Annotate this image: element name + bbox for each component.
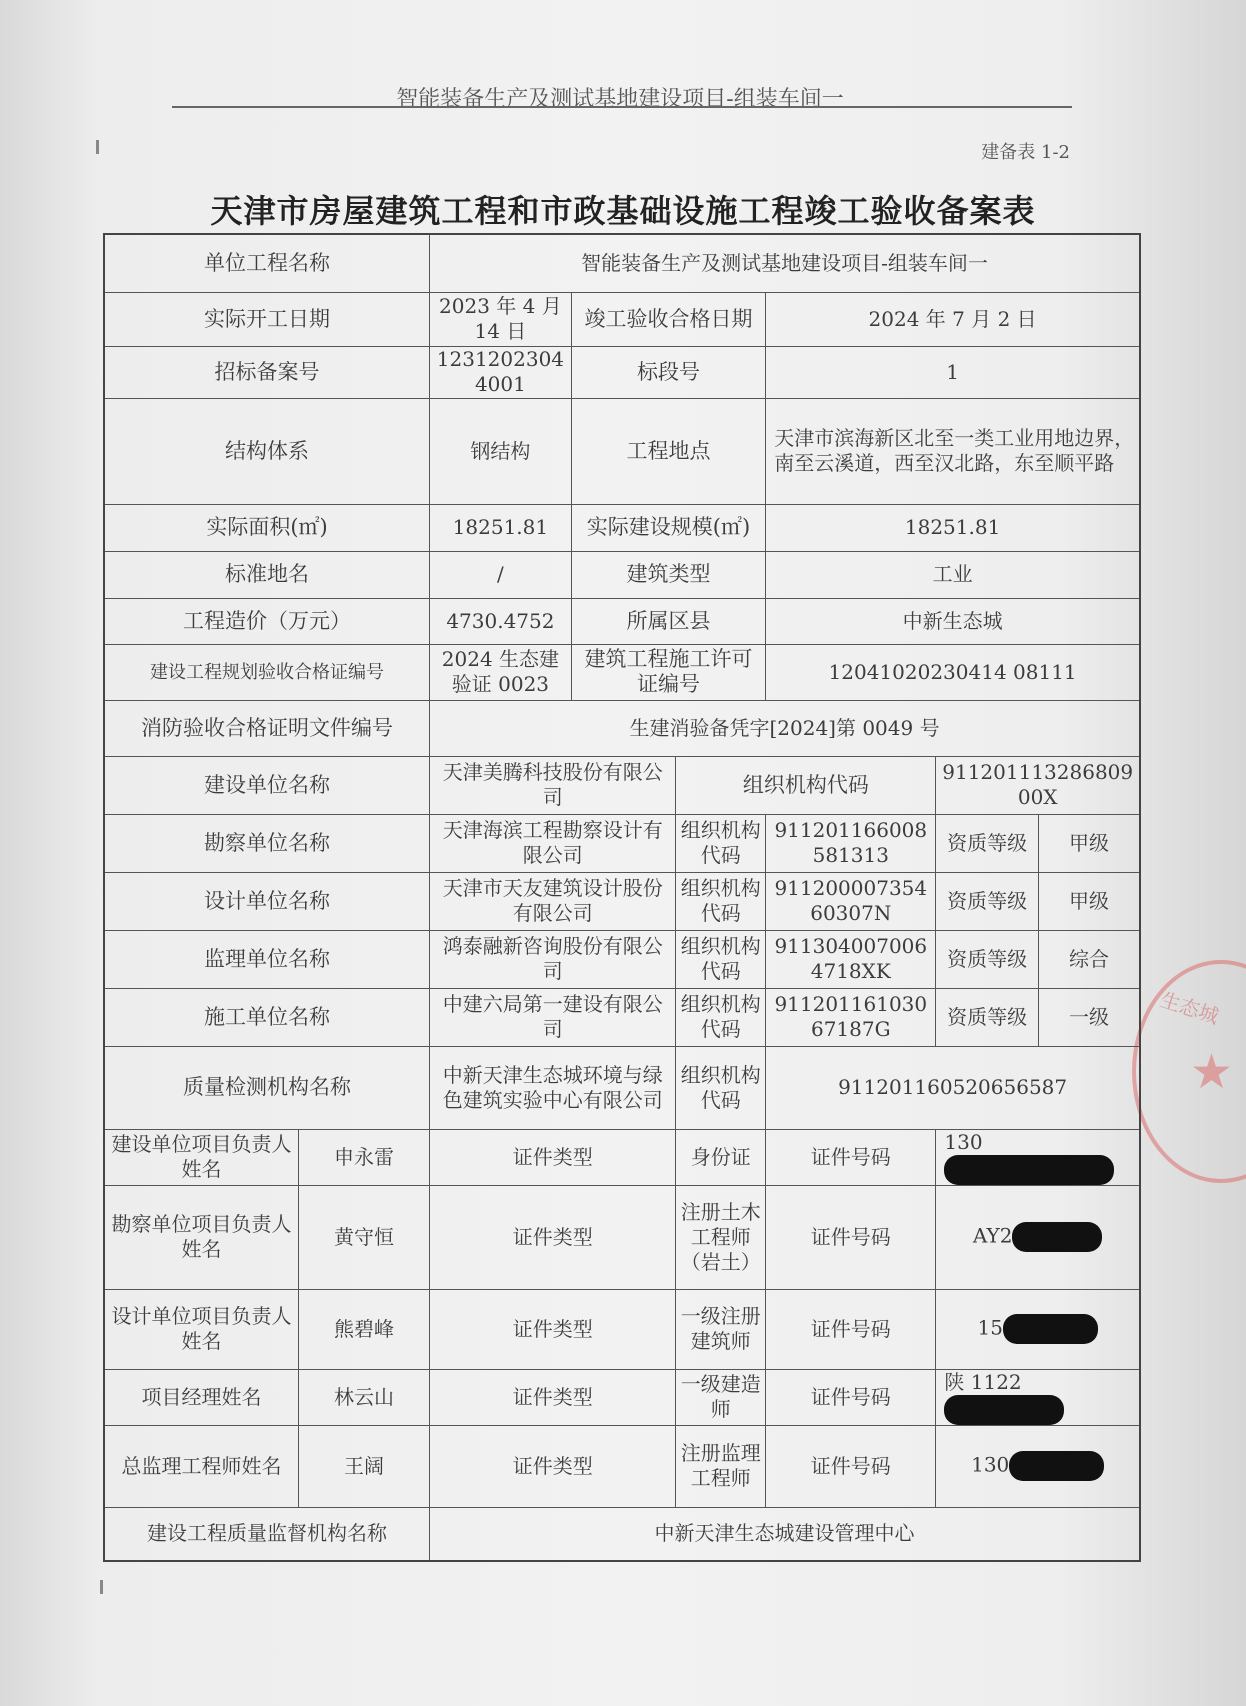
table-row (104, 504, 1140, 551)
unit-name-cell: 中建六局第一建设有限公司 (430, 988, 676, 1046)
table-row (104, 1425, 1140, 1507)
value-cell: 18251.81 (766, 504, 1140, 551)
label-cell: 实际面积(㎡) (104, 504, 430, 551)
table-row (104, 756, 1140, 814)
scan-mark (100, 1580, 103, 1594)
cert-type-cell: 一级注册建筑师 (676, 1289, 766, 1369)
label-cell: 建设工程规划验收合格证编号 (104, 644, 430, 700)
cert-no-cell (936, 1289, 1140, 1369)
cert-type-cell: 注册监理工程师 (676, 1425, 766, 1507)
qual-cell: 综合 (1038, 930, 1140, 988)
label-cell: 建设工程质量监督机构名称 (104, 1507, 430, 1561)
label-cell: 证件类型 (430, 1129, 676, 1185)
document-title: 天津市房屋建筑工程和市政基础设施工程竣工验收备案表 (210, 192, 1036, 230)
label-cell: 单位工程名称 (104, 234, 430, 292)
value-cell: 中新生态城 (766, 598, 1140, 644)
value-cell: 12041020230414 08111 (766, 644, 1140, 700)
table-row (104, 700, 1140, 756)
label-cell: 总监理工程师姓名 (104, 1425, 299, 1507)
person-name-cell: 申永雷 (299, 1129, 430, 1185)
table-row (104, 234, 1140, 292)
table-row (104, 1369, 1140, 1425)
label-cell: 组织机构代码 (676, 1046, 766, 1129)
table-row (104, 1507, 1140, 1561)
org-code-cell: 9113040070064718XK (766, 930, 936, 988)
red-seal (1132, 960, 1246, 1183)
cert-type-cell: 注册土木工程师（岩土） (676, 1185, 766, 1289)
label-cell: 建设单位名称 (104, 756, 430, 814)
value-cell: 生建消验备凭字[2024]第 0049 号 (430, 700, 1140, 756)
org-code-cell: 91120111328680900X (936, 756, 1140, 814)
table-row (104, 1129, 1140, 1185)
table-row (104, 1185, 1140, 1289)
label-cell: 资质等级 (936, 814, 1039, 872)
label-cell: 勘察单位项目负责人姓名 (104, 1185, 299, 1289)
table-row (104, 598, 1140, 644)
org-code-cell: 91120000735460307N (766, 872, 936, 930)
scan-mark (96, 140, 99, 154)
label-cell: 组织机构代码 (676, 756, 936, 814)
label-cell: 竣工验收合格日期 (571, 292, 765, 346)
label-cell: 招标备案号 (104, 346, 430, 398)
qual-cell: 一级 (1038, 988, 1140, 1046)
label-cell: 证件类型 (430, 1289, 676, 1369)
table-row (104, 292, 1140, 346)
cert-no-visible: 陕 1122 (944, 1369, 1022, 1394)
value-cell: 智能装备生产及测试基地建设项目-组装车间一 (430, 234, 1140, 292)
value-cell: 中新天津生态城建设管理中心 (430, 1507, 1140, 1561)
label-cell: 证件类型 (430, 1185, 676, 1289)
person-name-cell: 林云山 (299, 1369, 430, 1425)
unit-name-cell: 中新天津生态城环境与绿色建筑实验中心有限公司 (430, 1046, 676, 1129)
label-cell: 组织机构代码 (676, 930, 766, 988)
cert-no-visible: 130 (944, 1129, 983, 1154)
value-cell: 2024 生态建验证 0023 (430, 644, 572, 700)
label-cell: 建筑工程施工许可证编号 (571, 644, 765, 700)
redaction-mark (1009, 1451, 1104, 1481)
table-row (104, 551, 1140, 598)
org-code-cell: 911201166008581313 (766, 814, 936, 872)
cert-no-visible: 15 (977, 1315, 1003, 1340)
label-cell: 实际开工日期 (104, 292, 430, 346)
form-number: 建备表 1-2 (981, 142, 1070, 163)
org-code-cell: 91120116103067187G (766, 988, 936, 1046)
label-cell: 实际建设规模(㎡) (571, 504, 765, 551)
label-cell: 结构体系 (104, 398, 430, 504)
label-cell: 组织机构代码 (676, 872, 766, 930)
header-rule (172, 106, 1072, 108)
redaction-mark (944, 1395, 1064, 1425)
table-row (104, 1046, 1140, 1129)
label-cell: 资质等级 (936, 872, 1039, 930)
table-row (104, 930, 1140, 988)
filing-table (103, 233, 1141, 1562)
value-cell: 天津市滨海新区北至一类工业用地边界，南至云溪道，西至汉北路，东至顺平路 (766, 398, 1140, 504)
value-cell: 2023 年 4 月 14 日 (430, 292, 572, 346)
label-cell: 工程造价（万元） (104, 598, 430, 644)
cert-no-cell (936, 1369, 1140, 1425)
label-cell: 所属区县 (571, 598, 765, 644)
unit-name-cell: 天津海滨工程勘察设计有限公司 (430, 814, 676, 872)
label-cell: 证件类型 (430, 1425, 676, 1507)
seal-star-icon: ★ (1190, 1044, 1234, 1100)
label-cell: 证件号码 (766, 1185, 936, 1289)
value-cell: 工业 (766, 551, 1140, 598)
value-cell: 18251.81 (430, 504, 572, 551)
label-cell: 组织机构代码 (676, 988, 766, 1046)
table-row (104, 988, 1140, 1046)
cert-no-cell (936, 1129, 1140, 1185)
value-cell: 2024 年 7 月 2 日 (766, 292, 1140, 346)
seal-text: 生态城 (1157, 987, 1222, 1029)
redaction-mark (944, 1155, 1114, 1185)
value-cell: 钢结构 (430, 398, 572, 504)
unit-name-cell: 天津美腾科技股份有限公司 (430, 756, 676, 814)
person-name-cell: 王阔 (299, 1425, 430, 1507)
cert-no-visible: AY2 (972, 1223, 1013, 1248)
value-cell: 4730.4752 (430, 598, 572, 644)
label-cell: 资质等级 (936, 930, 1039, 988)
table-row (104, 346, 1140, 398)
cert-no-cell (936, 1425, 1140, 1507)
label-cell: 工程地点 (571, 398, 765, 504)
label-cell: 标准地名 (104, 551, 430, 598)
label-cell: 设计单位名称 (104, 872, 430, 930)
label-cell: 标段号 (571, 346, 765, 398)
label-cell: 证件类型 (430, 1369, 676, 1425)
label-cell: 施工单位名称 (104, 988, 430, 1046)
qual-cell: 甲级 (1038, 872, 1140, 930)
table-row (104, 1289, 1140, 1369)
label-cell: 质量检测机构名称 (104, 1046, 430, 1129)
unit-name-cell: 天津市天友建筑设计股份有限公司 (430, 872, 676, 930)
label-cell: 证件号码 (766, 1425, 936, 1507)
unit-name-cell: 鸿泰融新咨询股份有限公司 (430, 930, 676, 988)
label-cell: 勘察单位名称 (104, 814, 430, 872)
project-header: 智能装备生产及测试基地建设项目-组装车间一 (396, 87, 844, 112)
label-cell: 组织机构代码 (676, 814, 766, 872)
qual-cell: 甲级 (1038, 814, 1140, 872)
person-name-cell: 黄守恒 (299, 1185, 430, 1289)
redaction-mark (1003, 1314, 1098, 1344)
label-cell: 监理单位名称 (104, 930, 430, 988)
value-cell: / (430, 551, 572, 598)
cert-type-cell: 身份证 (676, 1129, 766, 1185)
filing-table-wrapper (103, 233, 1141, 1562)
cert-no-cell (936, 1185, 1140, 1289)
label-cell: 证件号码 (766, 1289, 936, 1369)
label-cell: 建设单位项目负责人姓名 (104, 1129, 299, 1185)
redaction-mark (1012, 1222, 1102, 1252)
person-name-cell: 熊碧峰 (299, 1289, 430, 1369)
label-cell: 证件号码 (766, 1129, 936, 1185)
org-code-cell: 911201160520656587 (766, 1046, 1140, 1129)
value-cell: 1 (766, 346, 1140, 398)
label-cell: 建筑类型 (571, 551, 765, 598)
label-cell: 设计单位项目负责人姓名 (104, 1289, 299, 1369)
table-row (104, 398, 1140, 504)
table-row (104, 814, 1140, 872)
label-cell: 消防验收合格证明文件编号 (104, 700, 430, 756)
value-cell: 12312023044001 (430, 346, 572, 398)
table-row (104, 644, 1140, 700)
label-cell: 项目经理姓名 (104, 1369, 299, 1425)
label-cell: 资质等级 (936, 988, 1039, 1046)
label-cell: 证件号码 (766, 1369, 936, 1425)
table-row (104, 872, 1140, 930)
cert-type-cell: 一级建造师 (676, 1369, 766, 1425)
cert-no-visible: 130 (971, 1452, 1010, 1477)
